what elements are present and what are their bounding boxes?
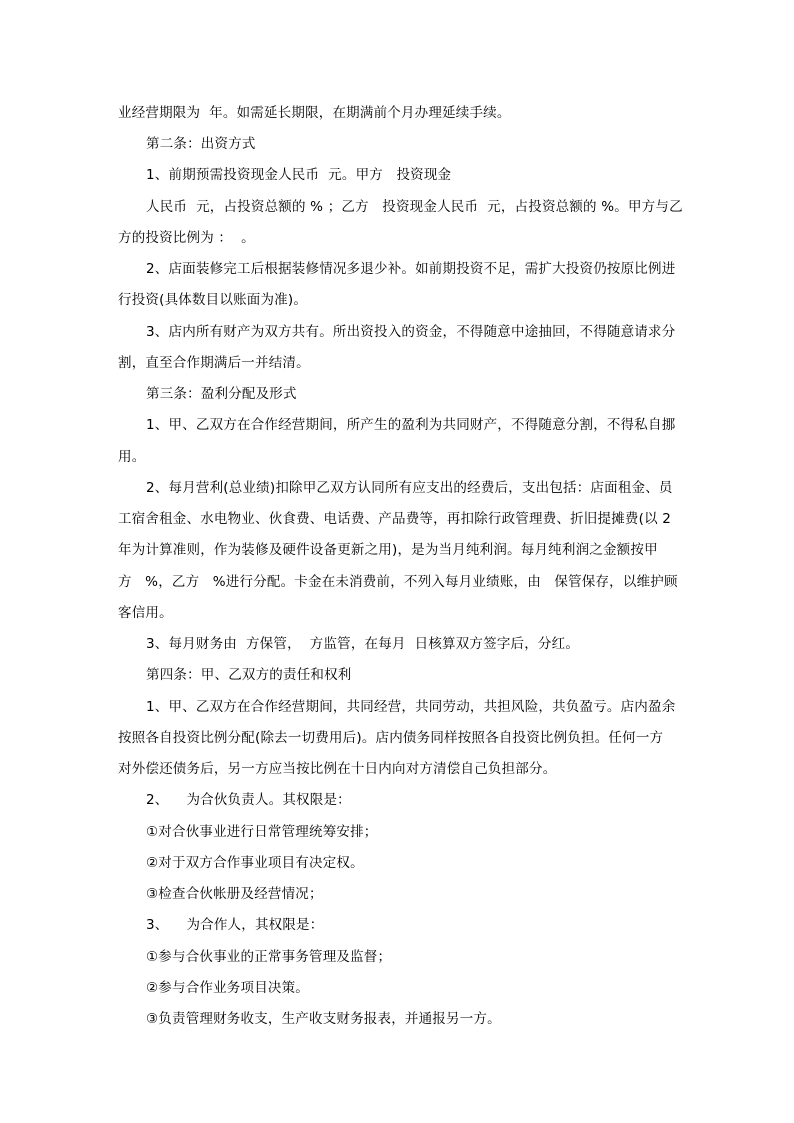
paragraph-line: 2、每月营利(总业绩)扣除甲乙双方认同所有应支出的经费后，支出包括：店面租金、员 bbox=[146, 480, 673, 496]
paragraph-line: 年为计算准则，作为装修及硬件设备更新之用)，是为当月纯利润。每月纯利润之金额按甲 bbox=[118, 542, 658, 558]
section-heading: 第二条：出资方式 bbox=[146, 136, 256, 152]
paragraph-line: 方的投资比例为 ： 。 bbox=[118, 230, 255, 246]
paragraph-line: 2、店面装修完工后根据装修情况多退少补。如前期投资不足，需扩大投资仍按原比例进 bbox=[146, 261, 676, 277]
list-item: ③负责管理财务收支，生产收支财务报表，并通报另一方。 bbox=[146, 1011, 501, 1027]
paragraph-line: 1、前期预需投资现金人民币 元。甲方 投资现金 bbox=[146, 167, 452, 183]
paragraph-line: 1、甲、乙双方在合作经营期间，共同经营，共同劳动，共担风险，共负盈亏。店内盈余 bbox=[146, 699, 676, 715]
paragraph-line: 2、 为合伙负责人。其权限是： bbox=[146, 792, 351, 808]
paragraph-line: 3、每月财务由 方保管， 方监管，在每月 日核算双方签字后，分红。 bbox=[146, 636, 580, 652]
paragraph-line: 业经营期限为 年。如需延长期限，在期满前个月办理延续手续。 bbox=[118, 105, 511, 121]
list-item: ①对合伙事业进行日常管理统筹安排； bbox=[146, 824, 378, 840]
list-item: ①参与合伙事业的正常事务管理及监督； bbox=[146, 949, 392, 965]
paragraph-line: 行投资(具体数目以账面为准)。 bbox=[118, 292, 308, 308]
paragraph-line: 人民币 元，占投资总额的 % ；乙方 投资现金人民币 元，占投资总额的 %。甲方与乙 bbox=[146, 199, 683, 215]
paragraph-line: 割，直至合作期满后一并结清。 bbox=[118, 355, 310, 371]
paragraph-line: 用。 bbox=[118, 449, 146, 465]
paragraph-line: 按照各自投资比例分配(除去一切费用后)。店内债务同样按照各自投资比例负担。任何一方 bbox=[118, 730, 664, 746]
section-heading: 第三条：盈利分配及形式 bbox=[146, 386, 297, 402]
paragraph-line: 3、 为合作人，其权限是： bbox=[146, 917, 324, 933]
list-item: ②参与合作业务项目决策。 bbox=[146, 980, 310, 996]
paragraph-line: 1、甲、乙双方在合作经营期间，所产生的盈利为共同财产，不得随意分割，不得私自挪 bbox=[146, 417, 676, 433]
section-heading: 第四条：甲、乙双方的责任和权利 bbox=[146, 667, 352, 683]
paragraph-line: 对外偿还债务后，另一方应当按比例在十日内向对方清偿自己负担部分。 bbox=[118, 761, 557, 777]
paragraph-line: 3、店内所有财产为双方共有。所出资投入的资金，不得随意中途抽回，不得随意请求分 bbox=[146, 324, 676, 340]
paragraph-line: 方 %，乙方 %进行分配。卡金在未消费前，不列入每月业绩账，由 保管保存，以维护顾 bbox=[118, 574, 678, 590]
paragraph-line: 客信用。 bbox=[118, 605, 173, 621]
list-item: ③检查合伙帐册及经营情况； bbox=[146, 886, 323, 902]
list-item: ②对于双方合作事业项目有决定权。 bbox=[146, 855, 364, 871]
paragraph-line: 工宿舍租金、水电物业、伙食费、电话费、产品费等，再扣除行政管理费、折旧提摊费(以 2 bbox=[118, 511, 672, 527]
